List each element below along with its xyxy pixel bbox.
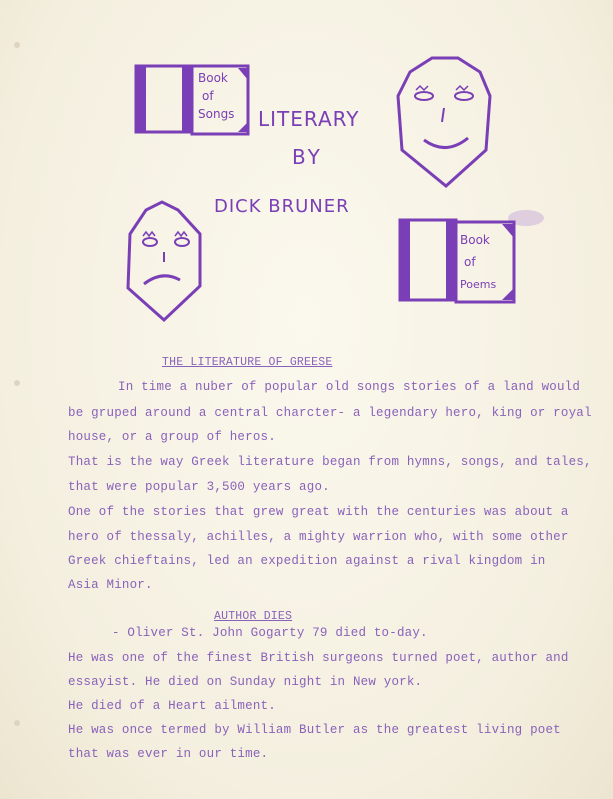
sad-face-drawing <box>128 202 200 320</box>
section1-line: In time a nuber of popular old songs stories of a land would <box>118 380 581 394</box>
book-of-poems-drawing <box>400 210 544 302</box>
section2-line: - Oliver St. John Gogarty 79 died to-day. <box>112 626 428 640</box>
section2-heading: AUTHOR DIES <box>214 610 293 623</box>
section1-line: One of the stories that grew great with the centuries was about a <box>68 505 569 519</box>
happy-face-drawing <box>398 58 490 186</box>
book1-word2: of <box>202 89 214 103</box>
book2-word1: Book <box>460 233 490 247</box>
section2-line: He was once termed by William Butler as the greatest living poet <box>68 723 561 737</box>
section2-line: He was one of the finest British surgeons turned poet, author and <box>68 651 569 665</box>
punch-hole <box>14 720 20 726</box>
section1-line: be gruped around a central charcter- a legendary hero, king or royal <box>68 406 592 420</box>
title-literary: LITERARY <box>258 107 360 131</box>
book2-word3: Poems <box>460 278 497 291</box>
section1-line: Greek chieftains, led an expedition against a rival kingdom in <box>68 554 546 568</box>
title-author: DICK BRUNER <box>214 196 350 217</box>
book1-word1: Book <box>198 71 228 85</box>
crayon-drawings <box>0 0 613 340</box>
section1-line: That is the way Greek literature began from hymns, songs, and tales, <box>68 455 592 469</box>
book1-word3: Songs <box>198 107 235 121</box>
section1-line: house, or a group of heros. <box>68 430 276 444</box>
book-of-songs-drawing <box>136 66 248 134</box>
section2-line: He died of a Heart ailment. <box>68 699 276 713</box>
section1-line: hero of thessaly, achilles, a mighty warrion who, with some other <box>68 530 569 544</box>
section1-line: that were popular 3,500 years ago. <box>68 480 330 494</box>
section2-line: essayist. He died on Sunday night in New york. <box>68 675 423 689</box>
title-by: BY <box>292 145 323 169</box>
punch-hole <box>14 380 20 386</box>
section2-line: that was ever in our time. <box>68 747 269 761</box>
book2-word2: of <box>464 255 476 269</box>
section1-heading: THE LITERATURE OF GREESE <box>162 356 333 369</box>
section1-line: Asia Minor. <box>68 578 153 592</box>
